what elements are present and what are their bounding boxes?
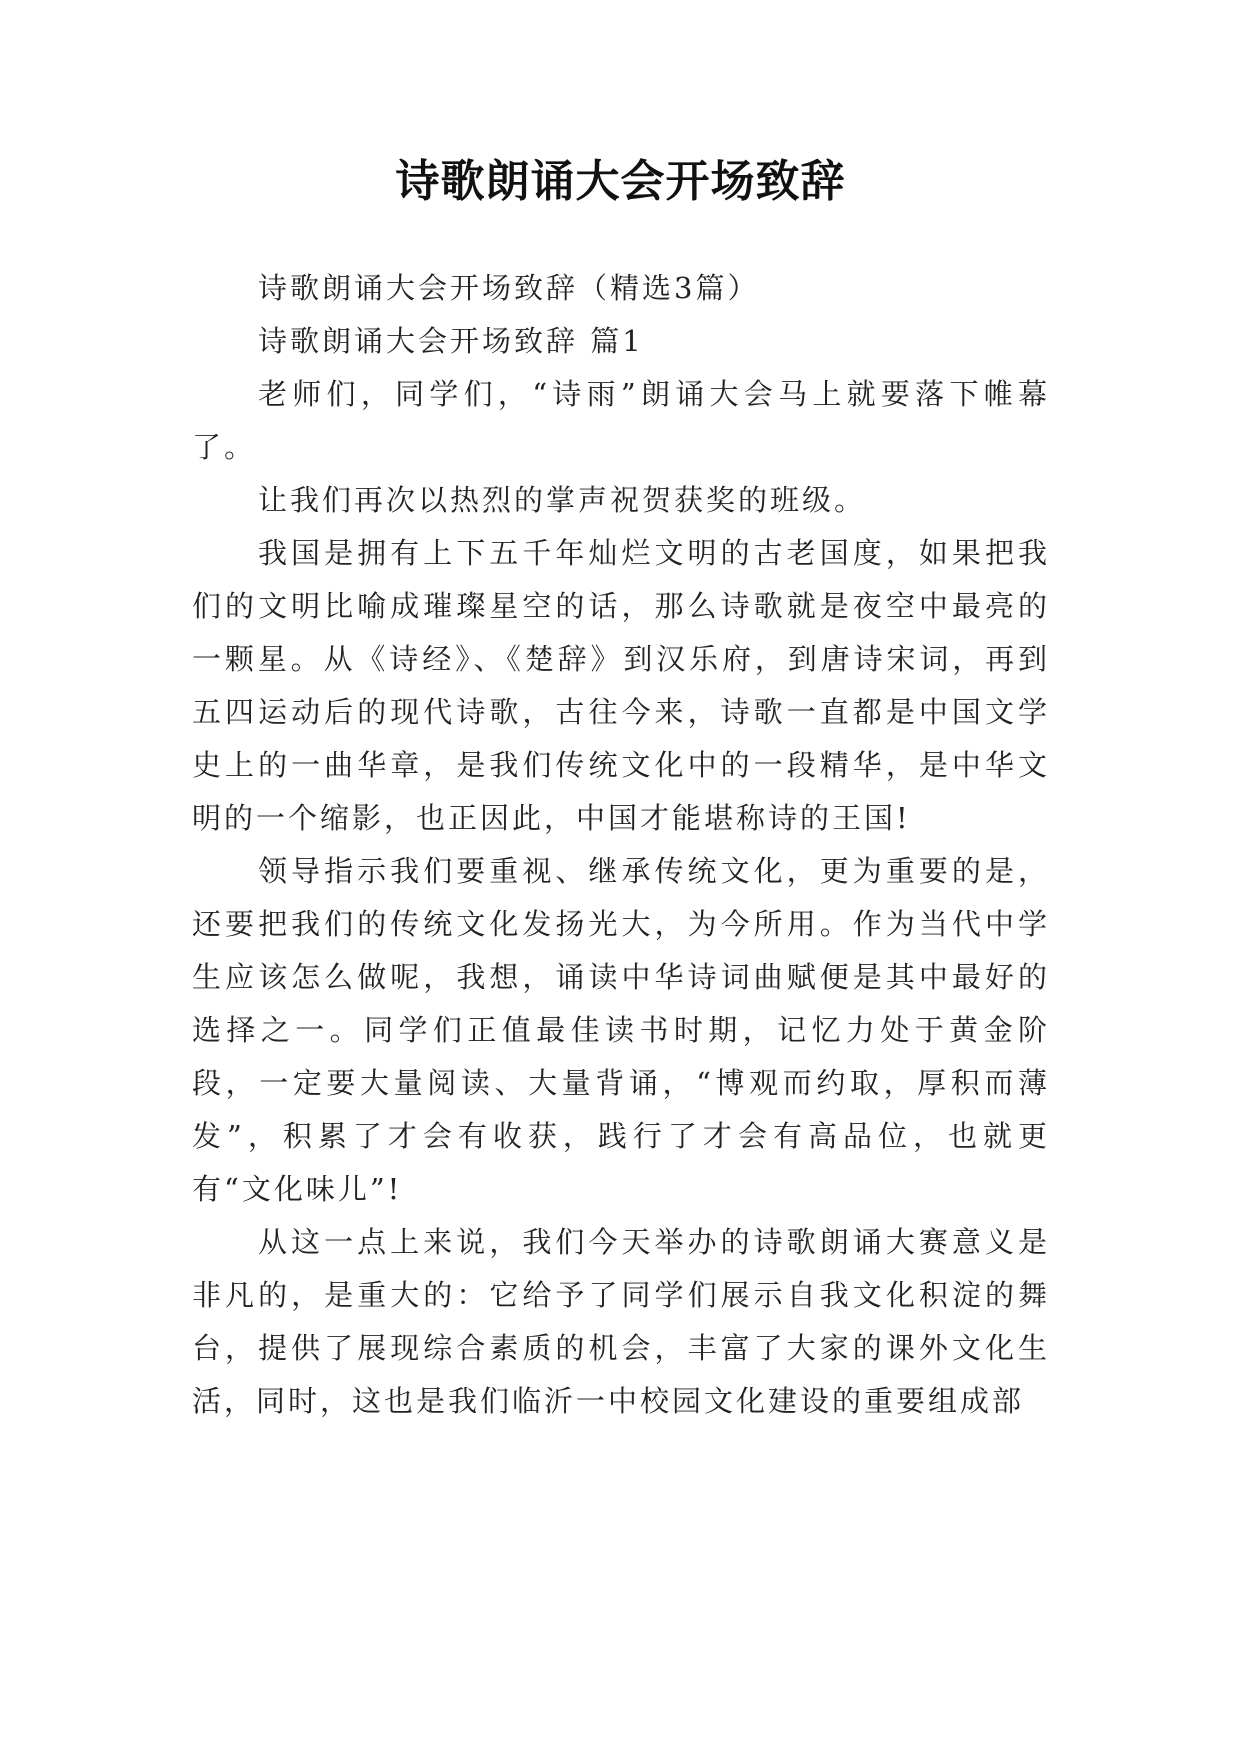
document-title: 诗歌朗诵大会开场致辞	[395, 156, 846, 207]
paragraph-subtitle: 诗歌朗诵大会开场致辞（精选3篇）	[258, 271, 760, 305]
paragraph-section-heading: 诗歌朗诵大会开场致辞 篇1	[258, 324, 644, 358]
paragraph-greeting: 老师们，同学们，“诗雨”朗诵大会马上就要落下帷幕了。	[192, 377, 1050, 464]
paragraph-civilization: 我国是拥有上下五千年灿烂文明的古老国度，如果把我们的文明比喻成璀璨星空的话，那么诗歌就是夜空中最亮的一颗星。从《诗经》、《楚辞》到汉乐府，到唐诗宋词，再到五四运动后的现代诗歌，古往今来，诗歌一直都是中国文学史上的一曲华章，是我们传统文化中的一段精华，是中华文明的一个缩影，也正因此，中国才能堪称诗的王国!	[192, 536, 1050, 835]
document-body	[192, 262, 1050, 1428]
paragraph-significance: 从这一点上来说，我们今天举办的诗歌朗诵大赛意义是非凡的，是重大的：它给予了同学们展示自我文化积淀的舞台，提供了展现综合素质的机会，丰富了大家的课外文化生活，同时，这也是我们临沂一中校园文化建设的重要组成部	[192, 1225, 1050, 1418]
paragraph-applause: 让我们再次以热烈的掌声祝贺获奖的班级。	[258, 483, 867, 517]
paragraph-tradition: 领导指示我们要重视、继承传统文化，更为重要的是，还要把我们的传统文化发扬光大，为今所用。作为当代中学生应该怎么做呢，我想，诵读中华诗词曲赋便是其中最好的选择之一。同学们正值最佳读书时期，记忆力处于黄金阶段，一定要大量阅读、大量背诵，“博观而约取，厚积而薄发”，积累了才会有收获，践行了才会有高品位，也就更有“文化味儿”!	[192, 854, 1050, 1206]
